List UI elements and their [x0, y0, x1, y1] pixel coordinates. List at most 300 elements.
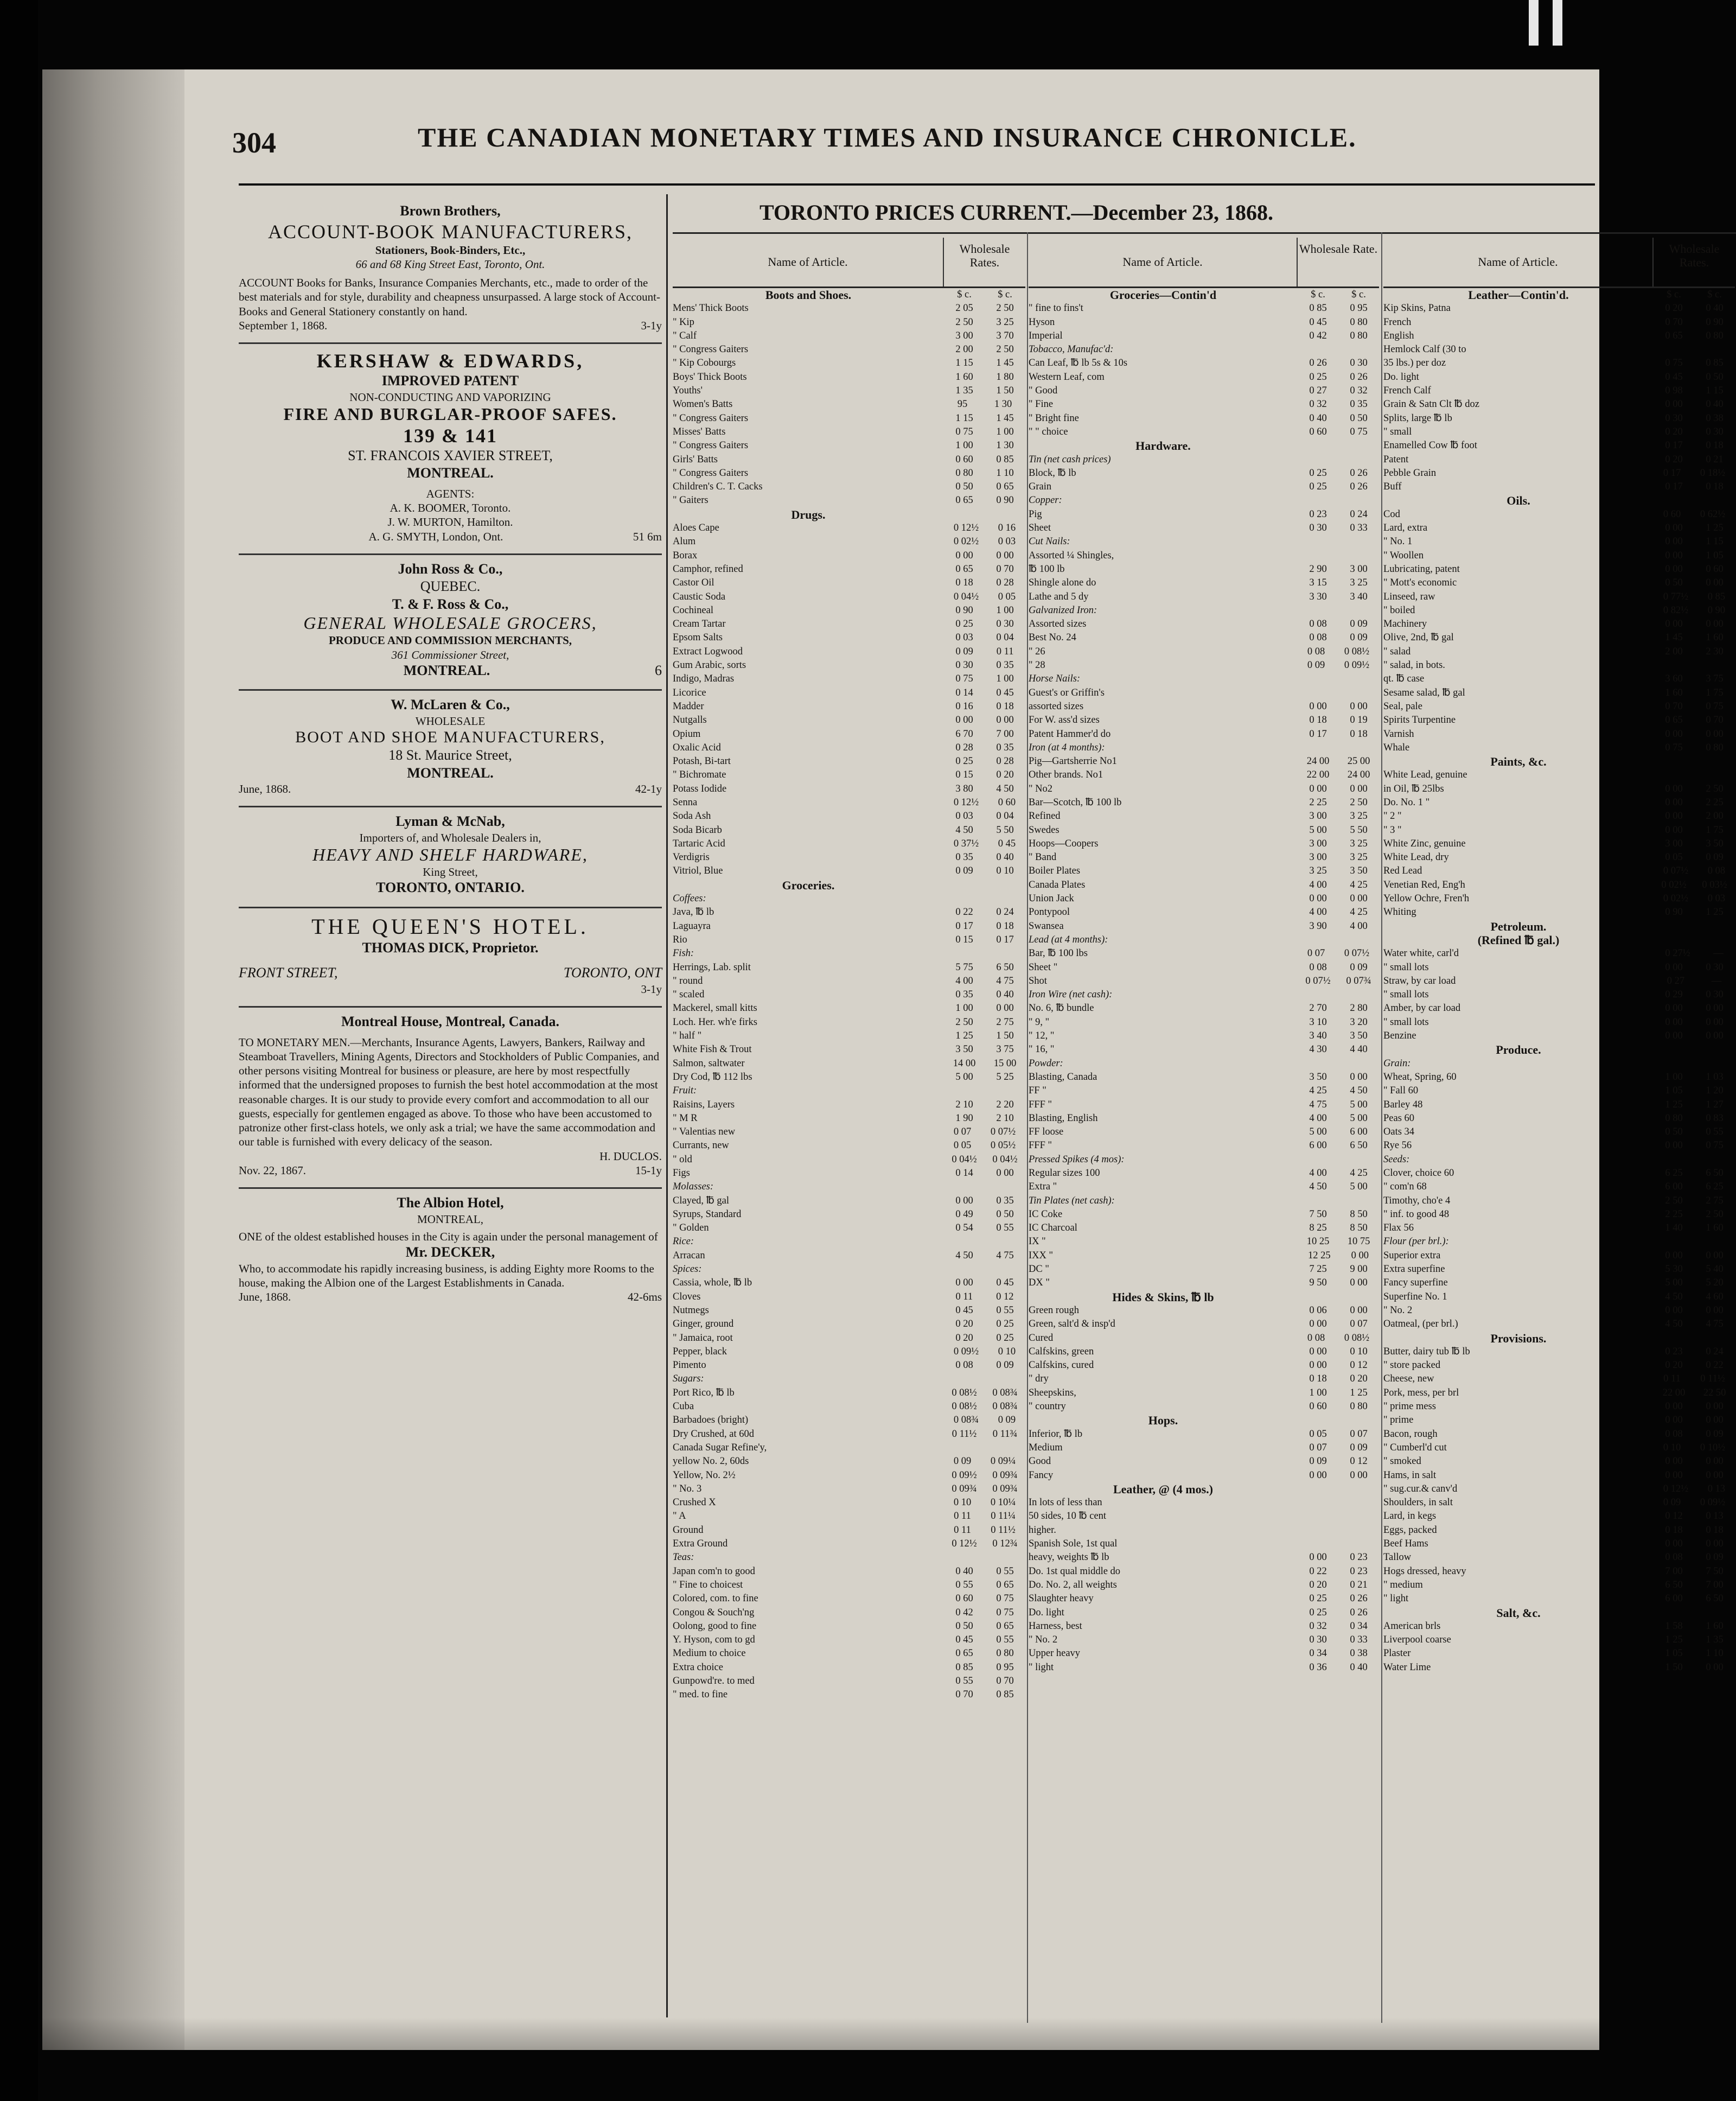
- wholesale-rate: [1298, 1414, 1379, 1427]
- rate-high: 0 55: [1706, 1126, 1724, 1138]
- price-row: [1029, 549, 1379, 563]
- price-row: [1383, 700, 1735, 714]
- ad-code: 3-1y: [641, 319, 662, 332]
- rate-low: 5 00: [1665, 1277, 1683, 1289]
- wholesale-rate: [1654, 1112, 1735, 1125]
- article-name: Galvanized Iron:: [1029, 604, 1097, 616]
- wholesale-rate: [944, 988, 1025, 1002]
- price-row: [673, 316, 1025, 329]
- wholesale-rate: [944, 1304, 1025, 1317]
- price-row: [1029, 302, 1379, 315]
- rate-high: 0 10¼: [990, 1497, 1016, 1508]
- rate-high: 2 75: [1706, 1195, 1724, 1206]
- article-name: Imperial: [1029, 330, 1063, 341]
- rate-high: 0 00: [1706, 577, 1724, 589]
- price-row: [1029, 782, 1379, 796]
- article-name: Peas 60: [1383, 1112, 1415, 1124]
- article-name: Drugs.: [791, 507, 826, 521]
- wholesale-rate: [1654, 837, 1735, 851]
- wholesale-rate: [944, 535, 1025, 549]
- rate-high: 0 00: [996, 1003, 1014, 1014]
- price-row: [1383, 343, 1735, 356]
- rate-high: 0 13: [1707, 1483, 1726, 1494]
- rate-low: 0 20: [955, 1332, 973, 1344]
- price-row: [1383, 1647, 1735, 1660]
- article-name: Rice:: [673, 1236, 694, 1247]
- rate-high: 0 33: [1350, 1634, 1368, 1646]
- article-name: Shoulders, in salt: [1383, 1497, 1453, 1508]
- ad-line: Importers of, and Wholesale Dealers in,: [359, 831, 541, 844]
- wholesale-rate: [944, 1414, 1025, 1427]
- article-name: Hams, in salt: [1383, 1469, 1437, 1481]
- rate-low: 0 08: [1309, 962, 1327, 973]
- rate-low: 0 77½: [1663, 591, 1689, 602]
- article-name: Mens' Thick Boots: [673, 303, 749, 314]
- article-name: " 16, ": [1029, 1044, 1055, 1055]
- ad-kershaw-edwards: [239, 344, 662, 555]
- rate-high: 0 28: [996, 577, 1014, 589]
- article-name: 50 sides, 10 ℔ cent: [1029, 1511, 1107, 1522]
- rate-low: 1 25: [1665, 1634, 1683, 1646]
- rate-low: 5 75: [955, 962, 973, 973]
- rate-high: 15 00: [993, 1058, 1017, 1069]
- article-name: Girls' Batts: [673, 454, 718, 465]
- price-row: [1383, 1263, 1735, 1276]
- rate-low: 0 80: [1665, 1112, 1683, 1124]
- article-name: " Good: [1029, 385, 1058, 397]
- price-row: [673, 631, 1025, 645]
- rate-high: 0 35: [1350, 399, 1368, 410]
- wholesale-rate: [1298, 672, 1379, 686]
- article-name: " scaled: [673, 989, 705, 1001]
- wholesale-rate: [1298, 961, 1379, 975]
- rate-high: 0 35: [996, 1195, 1014, 1206]
- wholesale-rate: [944, 343, 1025, 356]
- price-row: [673, 1441, 1025, 1455]
- price-row: [1383, 1221, 1735, 1235]
- article-name: Syrups, Standard: [673, 1208, 742, 1220]
- article-name: " salad, in bots.: [1383, 660, 1445, 671]
- article-name: Pepper, black: [673, 1346, 727, 1357]
- article-name: Flour (per brl.):: [1383, 1236, 1449, 1247]
- wholesale-rate: [944, 933, 1025, 947]
- article-name: Alum: [673, 536, 696, 547]
- table-top-rule: [673, 232, 1736, 234]
- price-row: [1383, 851, 1735, 864]
- rate-high: 3 40: [1350, 591, 1368, 602]
- wholesale-rate: [1298, 467, 1379, 480]
- rate-low: 0 55: [955, 1675, 973, 1686]
- ad-city: TORONTO, ONT: [563, 965, 662, 981]
- rate-low: 1 60: [1665, 687, 1683, 698]
- ad-code: 6: [655, 662, 662, 678]
- article-name: " dry: [1029, 1373, 1049, 1385]
- rate-low: 0 42: [1309, 330, 1327, 341]
- rate-low: 1 00: [1665, 1071, 1683, 1083]
- rate-high: 0 11¼: [991, 1511, 1016, 1522]
- rate-high: 0 09: [1350, 632, 1368, 644]
- price-row: [1383, 1496, 1735, 1510]
- rate-low: 1 05: [1665, 1085, 1683, 1097]
- price-row: [1383, 590, 1735, 604]
- price-row: [1383, 1455, 1735, 1468]
- price-row: [1383, 1317, 1735, 1331]
- rate-low: 0 85: [955, 1661, 973, 1673]
- rate-low: 1 00: [955, 440, 973, 451]
- wholesale-rate: [1654, 288, 1735, 302]
- price-row: [1029, 837, 1379, 851]
- price-row: [1383, 398, 1735, 411]
- rate-low: 0 10: [1663, 1442, 1681, 1453]
- article-name: Vitriol, Blue: [673, 865, 723, 877]
- article-name: Spices:: [673, 1264, 702, 1275]
- rate-low: 5 00: [1309, 1126, 1327, 1138]
- rate-low: 0 29: [1665, 989, 1683, 1001]
- rate-low: 0 00: [1309, 1346, 1327, 1357]
- wholesale-rate: [944, 1317, 1025, 1331]
- rate-high: 0 26: [1350, 467, 1368, 479]
- article-name: Canada Sugar Refine'y,: [673, 1442, 767, 1453]
- wholesale-rate: [944, 1524, 1025, 1537]
- rate-high: 0 00: [1706, 1016, 1724, 1028]
- table-divider: [1381, 232, 1382, 2023]
- wholesale-rate: [1298, 439, 1379, 453]
- rate-low: 0 09¾: [952, 1483, 977, 1494]
- article-name: Guest's or Griffin's: [1029, 687, 1105, 698]
- article-name: Y. Hyson, com to gd: [673, 1634, 755, 1646]
- rate-high: 1 03: [1706, 1071, 1724, 1083]
- article-name: Straw, by car load: [1383, 975, 1456, 986]
- section-heading: [673, 508, 1025, 521]
- article-name: Borax: [673, 550, 698, 561]
- article-name: Castor Oil: [673, 577, 714, 589]
- wholesale-rate: [1298, 329, 1379, 343]
- rate-low: 0 17: [1663, 467, 1681, 479]
- wholesale-rate: [944, 1153, 1025, 1167]
- article-name: " Fine: [1029, 399, 1054, 410]
- wholesale-rate: [1654, 1496, 1735, 1510]
- article-name: " boiled: [1383, 604, 1415, 616]
- wholesale-rate: [1654, 1578, 1735, 1592]
- price-row: [1029, 1359, 1379, 1372]
- price-row: [1383, 508, 1735, 521]
- wholesale-rate: [1298, 645, 1379, 659]
- price-row: [673, 563, 1025, 576]
- article-name: Pimento: [673, 1360, 706, 1371]
- wholesale-rate: [944, 1276, 1025, 1290]
- article-name: FFF ": [1029, 1140, 1052, 1151]
- rate-low: 6 00: [1309, 1140, 1327, 1151]
- article-name: ℔ 100 lb: [1029, 563, 1065, 575]
- header-name: Name of Article.: [768, 255, 848, 269]
- ad-headline: BOOT AND SHOE MANUFACTURERS,: [295, 728, 605, 746]
- article-name: Boys' Thick Boots: [673, 371, 747, 383]
- wholesale-rate: [1298, 892, 1379, 906]
- section-heading: [1383, 494, 1735, 507]
- article-name: Tobacco, Manufac'd:: [1029, 344, 1114, 355]
- wholesale-rate: [1654, 1098, 1735, 1112]
- rate-high: 0 38: [1706, 412, 1724, 424]
- rate-low: 0 09: [1307, 660, 1325, 671]
- masthead-rule: [239, 183, 1595, 186]
- article-name: Paints, &c.: [1490, 755, 1547, 769]
- wholesale-rate: [944, 1002, 1025, 1015]
- rate-high: 0 50: [1706, 371, 1724, 383]
- price-row: [1383, 1180, 1735, 1194]
- price-row: [673, 1153, 1025, 1167]
- rate-high: 0 12: [996, 1291, 1014, 1302]
- rate-high: 0 40: [1350, 1661, 1368, 1673]
- ad-agent: A. G. SMYTH, London, Ont.: [368, 530, 503, 543]
- article-name: Regular sizes 100: [1029, 1168, 1100, 1179]
- rate-high: 0 03: [1707, 893, 1726, 905]
- wholesale-rate: [944, 521, 1025, 535]
- wholesale-rate: [944, 700, 1025, 714]
- rate-high: 0 33: [1350, 523, 1368, 534]
- rate-high: 0 90: [996, 495, 1014, 506]
- rate-low: 4 50: [955, 1250, 973, 1261]
- rate-high: 1 20: [1706, 1085, 1724, 1097]
- rate-high: 0 24: [1706, 1346, 1724, 1357]
- rate-low: 0 90: [1665, 907, 1683, 918]
- rate-high: 0 85: [996, 454, 1014, 465]
- price-row: [1029, 700, 1379, 714]
- rate-high: 3 25: [1350, 838, 1368, 849]
- rate-low: 0 00: [1309, 1319, 1327, 1330]
- rate-high: 0 95: [1350, 303, 1368, 314]
- page-shadow: [42, 2017, 1599, 2050]
- wholesale-rate: [1654, 1002, 1735, 1015]
- wholesale-rate: [944, 1496, 1025, 1510]
- price-row: [673, 864, 1025, 878]
- rate-high: 3 50: [1350, 865, 1368, 877]
- rate-high: 0 11½: [1700, 1373, 1725, 1385]
- rate-low: 0 00: [1665, 783, 1683, 794]
- article-name: Lathe and 5 dy: [1029, 591, 1089, 602]
- rate-high: 1 00: [996, 426, 1014, 437]
- rate-high: 1 15: [1706, 536, 1724, 547]
- article-name: Indigo, Madras: [673, 673, 735, 685]
- header-name: Name of Article.: [1478, 255, 1558, 269]
- article-name: IX ": [1029, 1236, 1046, 1247]
- wholesale-rate: [1654, 892, 1735, 906]
- rate-low: 0 11: [955, 1291, 973, 1302]
- rate-low: 0 37½: [953, 838, 979, 849]
- rate-low: 4 30: [1309, 1044, 1327, 1055]
- wholesale-rate: [944, 1633, 1025, 1647]
- price-row: [673, 1675, 1025, 1688]
- price-row: [1029, 329, 1379, 343]
- rate-high: 3 25: [996, 316, 1014, 328]
- price-row: [1029, 1661, 1379, 1675]
- article-name: Fish:: [673, 948, 694, 959]
- wholesale-rate: [944, 1455, 1025, 1468]
- rate-high: 0 00: [1351, 1250, 1369, 1261]
- rate-high: 0 75: [1706, 1140, 1724, 1151]
- price-row: [1029, 617, 1379, 631]
- article-name: Grain & Satn Clt ℔ doz: [1383, 399, 1479, 410]
- rate-high: 0 04: [996, 632, 1014, 644]
- wholesale-rate: [1654, 631, 1735, 645]
- article-name: Coffees:: [673, 893, 706, 905]
- price-row: [673, 1057, 1025, 1071]
- wholesale-rate: [1298, 1510, 1379, 1523]
- rate-high: 0 00: [1706, 1030, 1724, 1042]
- article-name: Lead (at 4 months):: [1029, 934, 1108, 945]
- price-row: [673, 1400, 1025, 1414]
- rate-high: 2 50: [996, 344, 1014, 355]
- article-name: English: [1383, 330, 1414, 341]
- rate-low: 0 26: [1309, 358, 1327, 369]
- rate-low: 0 09: [955, 865, 973, 877]
- price-row: [1029, 864, 1379, 878]
- article-name: Yellow, No. 2½: [673, 1469, 736, 1481]
- rate-low: 0 08: [1665, 1428, 1683, 1440]
- price-row: [673, 1167, 1025, 1180]
- rate-low: 0 00: [955, 1277, 973, 1289]
- wholesale-rate: [944, 1537, 1025, 1551]
- rate-high: 2 00: [1706, 811, 1724, 822]
- price-rows: [673, 288, 1025, 1702]
- rate-low: 0 00: [1665, 1415, 1683, 1426]
- rate-high: 6 25: [1706, 1181, 1724, 1193]
- price-row: [673, 535, 1025, 549]
- subsection-heading: [673, 1263, 1025, 1276]
- wholesale-rate: [1298, 1661, 1379, 1675]
- rate-high: 0 40: [1706, 399, 1724, 410]
- ad-address: 18 St. Maurice Street,: [388, 747, 512, 763]
- price-row: [1029, 851, 1379, 864]
- rate-low: 0 00: [1665, 1003, 1683, 1014]
- rate-high: 0 08¾: [992, 1401, 1018, 1412]
- article-name: qt. ℔ case: [1383, 673, 1425, 685]
- wholesale-rate: [944, 1400, 1025, 1414]
- wholesale-rate: [1298, 1455, 1379, 1468]
- rate-low: 0 70: [1665, 701, 1683, 712]
- article-name: Grain:: [1383, 1058, 1411, 1069]
- rate-low: 0 00: [1309, 1469, 1327, 1481]
- rate-high: 0 09: [1350, 619, 1368, 630]
- price-row: [673, 1276, 1025, 1290]
- article-name: Japan com'n to good: [673, 1565, 755, 1577]
- newspaper-page: [42, 69, 1727, 2050]
- rate-low: $ c.: [1311, 289, 1325, 300]
- rate-low: 0 30: [1309, 1634, 1327, 1646]
- rate-high: 4 40: [1350, 1044, 1368, 1055]
- rate-high: 3 25: [1350, 811, 1368, 822]
- article-name: Extract Logwood: [673, 646, 743, 657]
- article-name: White Lead, genuine: [1383, 769, 1467, 781]
- wholesale-rate: [944, 1221, 1025, 1235]
- wholesale-rate: [944, 371, 1025, 384]
- rate-low: 0 00: [1665, 1538, 1683, 1550]
- price-row: [1029, 906, 1379, 919]
- article-name: Verdigris: [673, 852, 710, 863]
- rate-high: 1 35: [1706, 1634, 1724, 1646]
- article-name: " No2: [1029, 783, 1053, 794]
- article-name: Canada Plates: [1029, 879, 1086, 890]
- section-heading: [1383, 1332, 1735, 1345]
- price-row: [1029, 1455, 1379, 1468]
- ad-headline: FIRE AND BURGLAR-PROOF SAFES.: [283, 404, 617, 424]
- price-row: [1029, 1180, 1379, 1194]
- wholesale-rate: [1654, 810, 1735, 823]
- wholesale-rate: [1654, 467, 1735, 480]
- article-name: Spanish Sole, 1st qual: [1029, 1538, 1118, 1550]
- price-row: [673, 1565, 1025, 1578]
- price-row: [673, 1332, 1025, 1345]
- section-heading: [1383, 755, 1735, 768]
- rate-high: 0 00: [996, 550, 1014, 561]
- article-name: Sheepskins,: [1029, 1387, 1076, 1398]
- price-row: [1383, 1551, 1735, 1564]
- wholesale-rate: [1298, 782, 1379, 796]
- article-name: Cloves: [673, 1291, 701, 1302]
- price-row: [1383, 741, 1735, 755]
- rate-low: 0 04½: [953, 591, 979, 602]
- price-row: [1383, 728, 1735, 741]
- price-row: [673, 988, 1025, 1002]
- price-row: [1383, 425, 1735, 439]
- subsection-heading: [673, 1180, 1025, 1194]
- price-row: [673, 425, 1025, 439]
- rate-high: 0 83: [1706, 1112, 1724, 1124]
- article-name: 35 lbs.) per doz: [1383, 358, 1446, 369]
- rate-low: 0 07: [953, 1126, 972, 1138]
- article-name: Refined: [1029, 811, 1061, 822]
- wholesale-rate: [1298, 1194, 1379, 1208]
- rate-high: 0 70: [996, 1675, 1014, 1686]
- wholesale-rate: [1654, 412, 1735, 425]
- rate-high: 0 19: [1350, 715, 1368, 726]
- rate-high: 0 50: [1350, 412, 1368, 424]
- article-name: " Gaiters: [673, 495, 709, 506]
- rate-high: 0 12¾: [992, 1538, 1018, 1550]
- article-name: Linseed, raw: [1383, 591, 1435, 602]
- article-name: Upper heavy: [1029, 1648, 1081, 1659]
- price-row: [1029, 425, 1379, 439]
- article-name: " Valentias new: [673, 1126, 736, 1138]
- price-row: [673, 837, 1025, 851]
- article-name: Salt, &c.: [1496, 1606, 1541, 1620]
- rate-high: 1 10: [1706, 1648, 1724, 1659]
- rate-low: 0 45: [955, 1634, 973, 1646]
- rate-low: 4 50: [1665, 1291, 1683, 1302]
- rate-low: 0 00: [1665, 1030, 1683, 1042]
- rate-low: 0 11: [1663, 1373, 1681, 1385]
- price-row: [1383, 1194, 1735, 1208]
- rate-high: 0 18: [996, 920, 1014, 932]
- article-name: Good: [1029, 1456, 1051, 1467]
- wholesale-rate: [1654, 1400, 1735, 1414]
- article-name: Potash, Bi-tart: [673, 756, 731, 767]
- wholesale-rate: [1654, 1372, 1735, 1386]
- wholesale-rate: [944, 316, 1025, 329]
- rate-low: 0 32: [1309, 1620, 1327, 1632]
- article-name: " Congress Gaiters: [673, 344, 749, 355]
- rate-high: 5 00: [1350, 1181, 1368, 1193]
- rate-low: 24 00: [1306, 756, 1330, 767]
- article-name: Figs: [673, 1168, 690, 1179]
- rate-low: 2 00: [955, 344, 973, 355]
- rate-high: 0 40: [996, 852, 1014, 863]
- article-name: Kip Skins, Patna: [1383, 303, 1451, 314]
- rate-high: 5 40: [1706, 1264, 1724, 1275]
- rate-high: 0 07½: [990, 1126, 1016, 1138]
- article-name: Cured: [1029, 1332, 1054, 1344]
- rate-low: 1 60: [955, 371, 973, 383]
- price-row: [1383, 371, 1735, 384]
